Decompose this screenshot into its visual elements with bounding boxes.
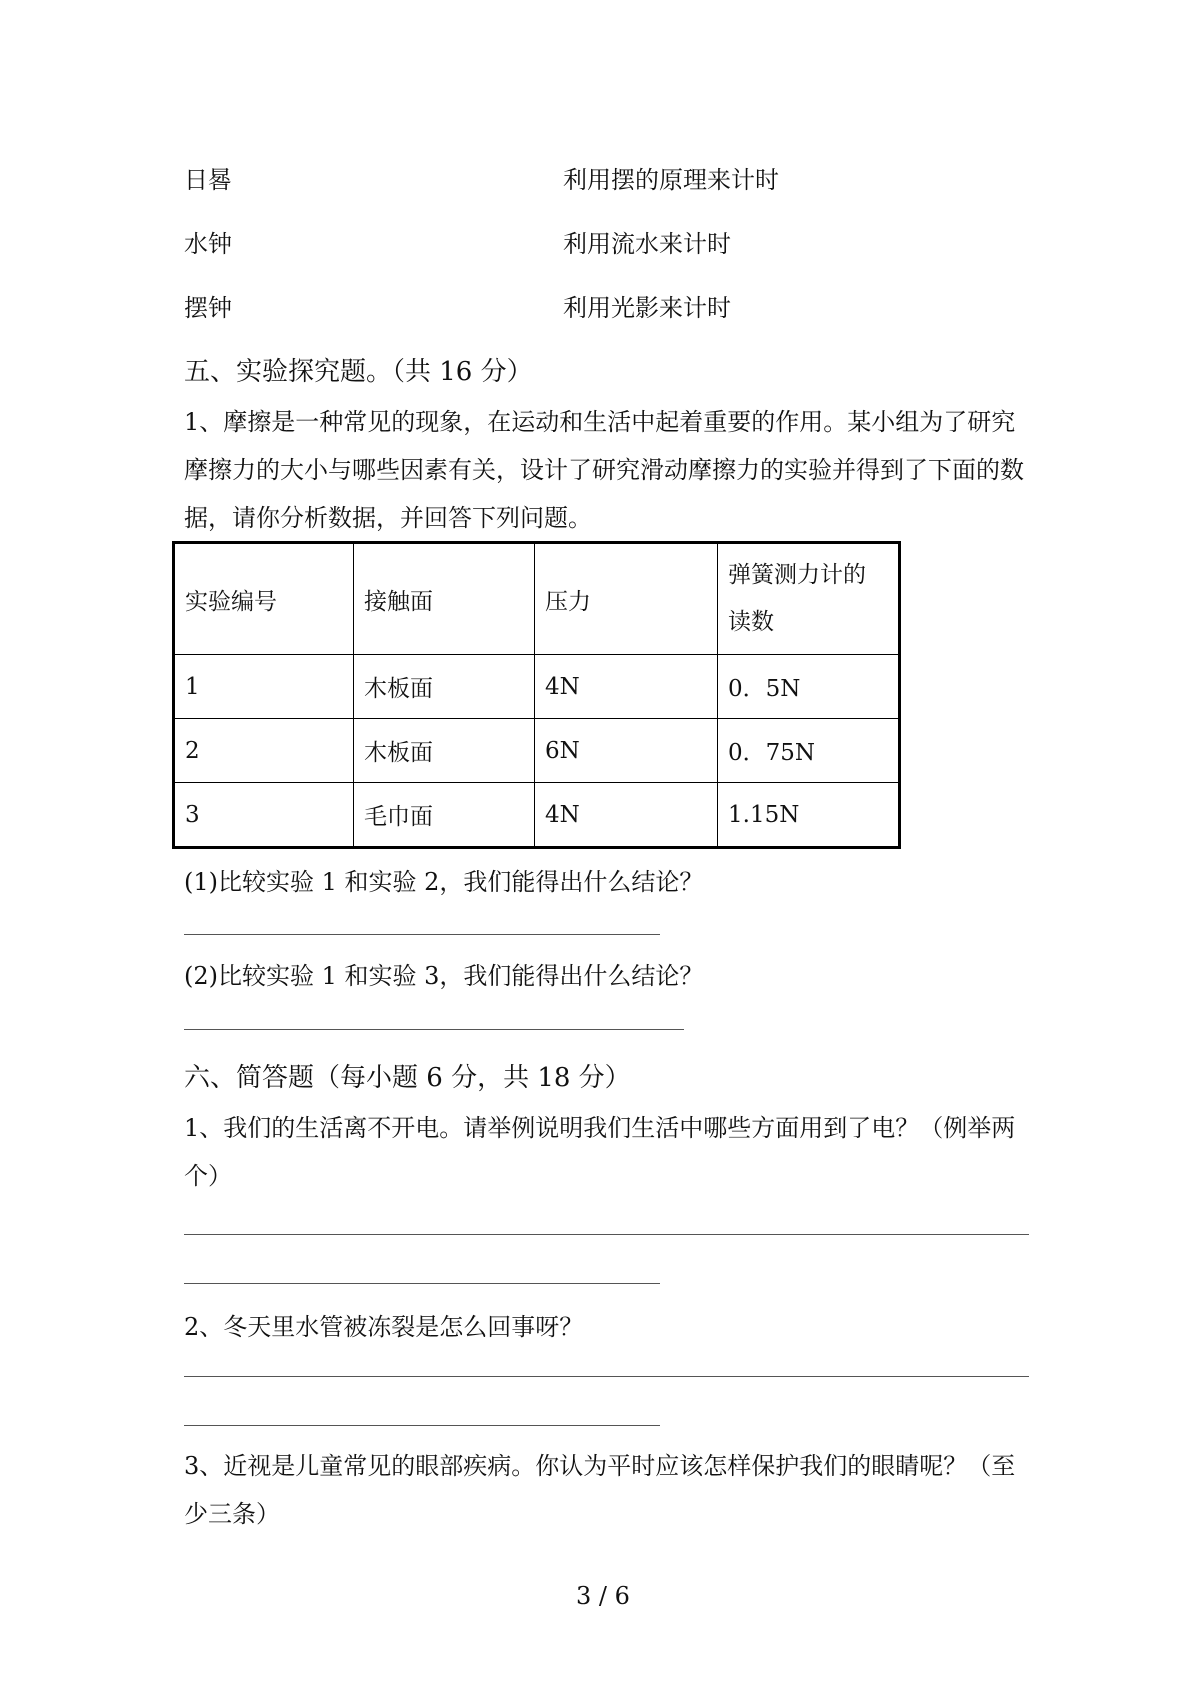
table-cell: 木板面 bbox=[354, 655, 535, 719]
match-right-1: 利用摆的原理来计时 bbox=[563, 166, 779, 194]
match-left-3: 摆钟 bbox=[184, 294, 232, 322]
section5-q1-text: 1、摩擦是一种常见的现象，在运动和生活中起着重要的作用。某小组为了研究摩擦力的大小与哪些因素有关，设计了研究滑动摩擦力的实验并得到了下面的数据，请你分析数据，并回答下列问题。 bbox=[184, 408, 1024, 532]
header-cell bbox=[718, 543, 900, 655]
page-number: 3 / 6 bbox=[576, 1582, 630, 1610]
section6-q2: 2、冬天里水管被冻裂是怎么回事呀？ bbox=[184, 1313, 584, 1341]
table-cell: 1.15N bbox=[718, 783, 900, 848]
match-left-1: 日晷 bbox=[184, 166, 232, 194]
header-cell-text: 弹簧测力计的读数 bbox=[728, 562, 866, 635]
table-cell: 6N bbox=[535, 719, 718, 783]
table-cell: 3 bbox=[174, 783, 354, 848]
match-right-2: 利用流水来计时 bbox=[563, 230, 731, 258]
table-cell: 0．5N bbox=[718, 655, 900, 719]
table-cell: 木板面 bbox=[354, 719, 535, 783]
table-cell: 4N bbox=[535, 655, 718, 719]
table-row bbox=[174, 783, 900, 848]
table-row bbox=[174, 719, 900, 783]
match-left-2: 水钟 bbox=[184, 230, 232, 258]
answer-line[interactable] bbox=[184, 934, 660, 935]
section5-sub2: (2)比较实验 1 和实验 3，我们能得出什么结论？ bbox=[184, 962, 704, 990]
header-cell: 实验编号 bbox=[174, 543, 354, 655]
section5-sub1: (1)比较实验 1 和实验 2，我们能得出什么结论？ bbox=[184, 868, 704, 896]
table-cell: 1 bbox=[174, 655, 354, 719]
answer-line[interactable] bbox=[184, 1425, 660, 1426]
section5-title: 五、实验探究题。（共 16 分） bbox=[184, 357, 533, 387]
table-cell: 0．75N bbox=[718, 719, 900, 783]
section6-title: 六、简答题（每小题 6 分，共 18 分） bbox=[184, 1063, 631, 1093]
section6-q1: 1、我们的生活离不开电。请举例说明我们生活中哪些方面用到了电？（例举两个） bbox=[184, 1114, 1016, 1190]
answer-line[interactable] bbox=[184, 1234, 1029, 1235]
table-header-row bbox=[174, 543, 900, 655]
table-row bbox=[174, 655, 900, 719]
table-cell: 4N bbox=[535, 783, 718, 848]
table-cell: 2 bbox=[174, 719, 354, 783]
section6-q3: 3、近视是儿童常见的眼部疾病。你认为平时应该怎样保护我们的眼睛呢？（至少三条） bbox=[184, 1452, 1016, 1528]
header-cell: 压力 bbox=[535, 543, 718, 655]
match-right-3: 利用光影来计时 bbox=[563, 294, 731, 322]
experiment-table bbox=[172, 541, 901, 849]
header-cell: 接触面 bbox=[354, 543, 535, 655]
table-cell: 毛巾面 bbox=[354, 783, 535, 848]
answer-line[interactable] bbox=[184, 1283, 660, 1284]
answer-line[interactable] bbox=[184, 1029, 684, 1030]
answer-line[interactable] bbox=[184, 1376, 1029, 1377]
